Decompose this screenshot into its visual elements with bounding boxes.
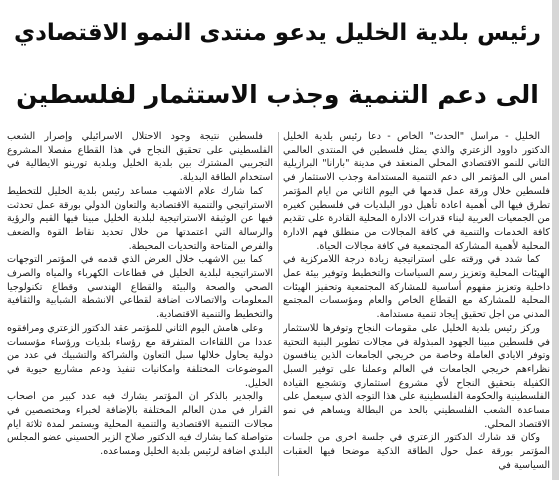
page-edge-border	[552, 0, 559, 480]
body-paragraph: وكان قد شارك الدكتور الزعتري في جلسة اخرى من جلسات المؤتمر بورقة عمل حول الطاقة الذكية موضحا فيها العقبات السياسية في	[283, 432, 550, 471]
body-paragraph: وعلى هامش اليوم الثاني للمؤتمر عقد الدكتور الزعتري ومرافقوه عددا من اللقاءات المتفرقة مع رؤساء بلديات ورؤساء مؤسسات دولية يحاول خلالها سبل التعاون والشراكة والتشبيك في عدد من الموضوعات المختلفة وامكانيات تنفيذ ودعم مشاريع حيوية في الخليل.	[7, 322, 273, 389]
body-paragraph: الخليل - مراسل "الحدث" الخاص - دعا رئيس بلدية الخليل الدكتور داوود الزعتري والذي يمثل فلسطين في المنتدى العالمي الثاني للنمو الاقتصادي المحلي المنعقد في مدينة "بارانا" البرازيلية امس الى المؤتمر الى دعم التنمية المستدامة وجذب الاستثمار في فلسطين خلال ورقة عمل قدمها في اليوم الثاني من ايام المؤتمر تطرق فيها الى أهمية اعادة تأهيل دور البلديات في فلسطين كغيره من الجمعيات العربية لبناء قدرات الادارة المحلية القادرة على تقديم كافة الخدمات والتنمية في كافة المجالات من منطلق فهم الادارة المحلية لأهمية المشاركة المجتمعية في كافة مجالات الحياة.	[283, 131, 550, 252]
headline-line-2: الى دعم التنمية وجذب الاستثمار لفلسطين	[16, 80, 539, 109]
body-paragraph: كما شارك علام الاشهب مساعد رئيس بلدية الخليل للتخطيط الاستراتيجي والتنمية الاقتصادية والتعاون الدولي بورقة عمل تحدثت فيها عن الوثيقة الاستراتيجية لبلدية الخليل مبينا فيها القيم والرؤية والرسالة التي اعتمدتها من خلال تحديد نقاط القوة والضعف والفرص المتاحة والتحديات المحيطة.	[7, 185, 273, 252]
body-paragraph: كما بين الاشهب خلال العرض الذي قدمه في المؤتمر التوجهات الاستراتيجية لبلدية الخليل في قطاعات الكهرباء والمياه والصرف الصحي والصحة والبيئة والقطاع الهندسي وقطاع تكنولوجيا المعلومات والاتصالات اضافة لقطاعي الانشطة الشبابية والثقافية والتخطيط والتنمية الاقتصادية.	[7, 254, 273, 321]
article-column-right	[283, 130, 550, 478]
article-headline	[6, 2, 549, 126]
article-column-left	[7, 130, 273, 478]
headline-line-1: رئيس بلدية الخليل يدعو منتدى النمو الاقتصادي	[14, 20, 541, 46]
body-paragraph: كما شدد في ورقته على استراتيجية زيادة درجة اللامركزية في الهيئات المحلية وتعزيز رسم السياسات والتخطيط وتوفير بيئة عمل داخلية وتعزيز مفهوم أساسية للمشاركة المجتمعية وتحفيز الهيئات المحلية للمشاركة مع القطاع الخاص والعام ومؤسسات المجتمع المدني من اجل تحقيق إيجاد تنمية مستدامة.	[283, 254, 550, 321]
body-paragraph: وركز رئيس بلدية الخليل على مقومات النجاح وتوفرها للاستثمار في فلسطين مبينا الجهود المبذولة في مجالات تطوير البنية التحتية وتوفر الايادي العاملة وخاصة من خريجي الجامعات الذين ينافسون نظراءهم خريجي الجامعات في العالم وعملنا على توفير السبل الكفيلة بتحقيق النجاح لأي مشروع استثماري وتشجيع القيادة الفلسطينية والحكومة الفلسطينية على هذا التوجه الذي سيعمل على مساعدة الشعب الفلسطيني بالحد من البطالة ويساهم في نمو الاقتصاد المحلي.	[283, 322, 550, 430]
body-paragraph: والجدير بالذكر ان المؤتمر يشارك فيه عدد كبير من اصحاب القرار في مدن العالم المختلفة بالإضافة لخبراء ومختصصين في مجالات التنمية الاقتصادية والتنمية المحلية ويستمر لمدة ثلاثة ايام متواصلة كما يشارك فيه الدكتور صلاح الزير الحسيني عضو المجلس البلدي اضافة لرئيس بلدية الخليل ومساعده.	[7, 391, 273, 458]
column-divider	[278, 132, 279, 476]
body-paragraph: فلسطين نتيجة وجود الاحتلال الاسرائيلي وإصرار الشعب الفلسطيني على تحقيق النجاح في هذا القطاع مفصلا المشروع التجريبي المشترك بين بلدية الخليل وبلدية تورينو الايطالية في استخدام الطاقة البديلة.	[7, 131, 273, 184]
